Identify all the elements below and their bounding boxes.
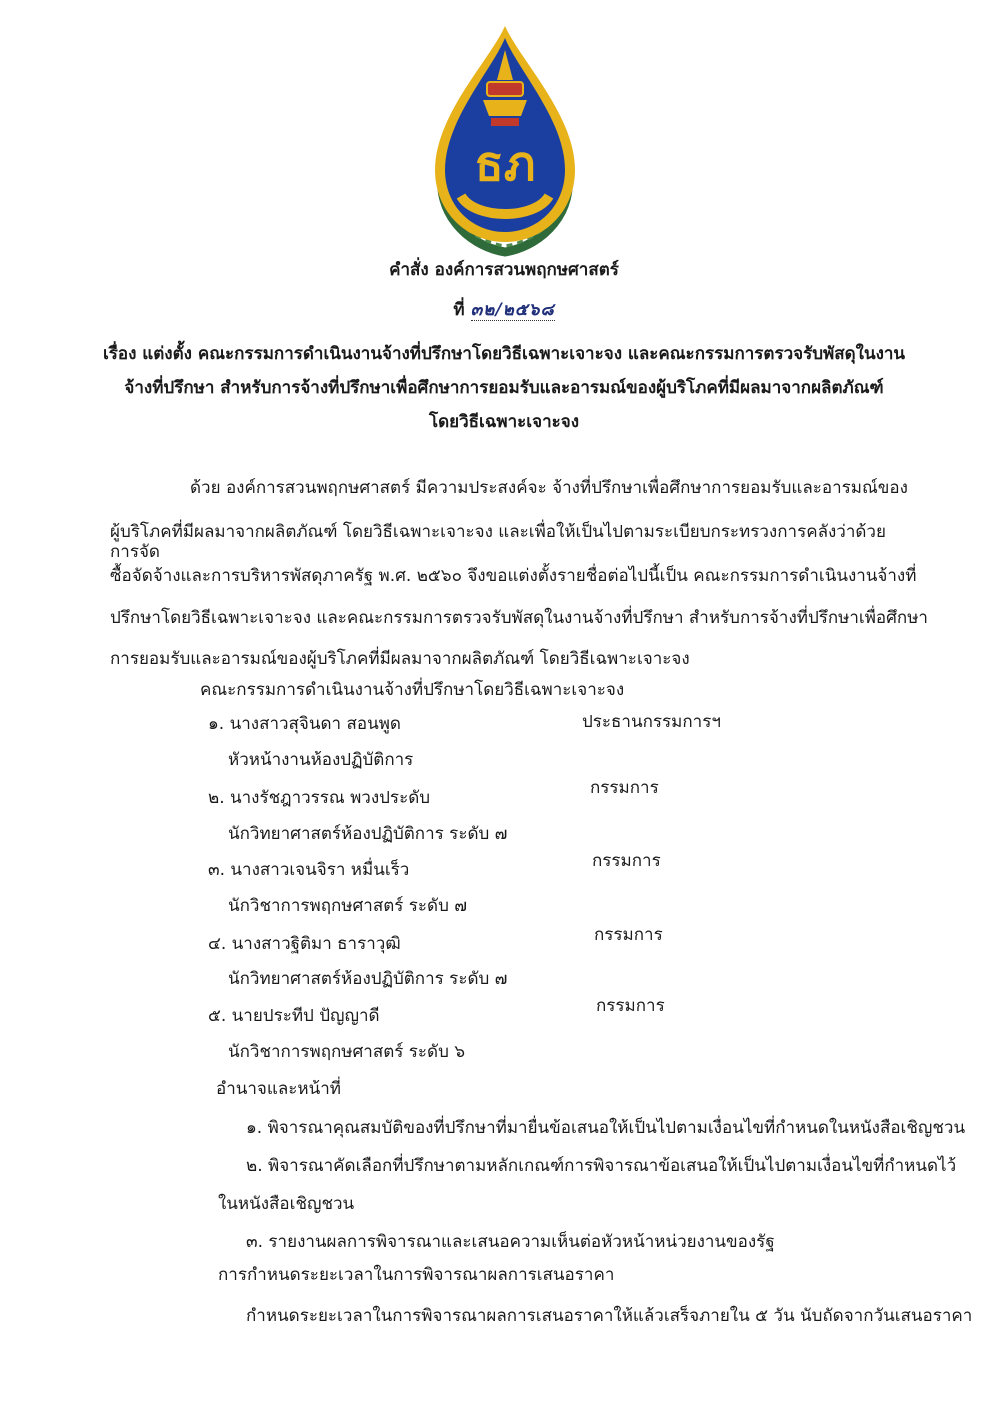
paragraph-line-1: ด้วย องค์การสวนพฤกษศาสตร์ มีความประสงค์จะ จ้างที่ปรึกษาเพื่อศึกษาการยอมรับและอารมณ์ของ	[190, 478, 908, 498]
paragraph-line-4: ปรึกษาโดยวิธีเฉพาะเจาะจง และคณะกรรมการตรวจรับพัสดุในงานจ้างที่ปรึกษา สำหรับการจ้างที่ปรึกษาเพื่อศึกษา	[110, 608, 928, 628]
order-number-line	[0, 300, 1008, 320]
botanical-garden-emblem	[425, 20, 585, 258]
subject-line-2: จ้างที่ปรึกษา สำหรับการจ้างที่ปรึกษาเพื่อศึกษาการยอมรับและอารมณ์ของผู้บริโภคที่มีผลมาจากผลิตภัณฑ์	[124, 378, 884, 398]
duties-heading: อำนาจและหน้าที่	[216, 1079, 341, 1099]
member-1-name: ๑. นางสาวสุจินดา สอนพูด	[208, 714, 401, 734]
member-5-name: ๕. นายประทีป ปัญญาดี	[208, 1006, 380, 1026]
member-5-role: กรรมการ	[596, 996, 665, 1016]
paragraph-line-3: ซื้อจัดจ้างและการบริหารพัสดุภาครัฐ พ.ศ. ๒๕๖๐ จึงขอแต่งตั้งรายชื่อต่อไปนี้เป็น คณะกรรมการดำเนินงานจ้างที่	[110, 566, 917, 586]
order-number-prefix: ที่	[453, 300, 465, 320]
duty-3: ๓. รายงานผลการพิจารณาและเสนอความเห็นต่อหัวหน้าหน่วยงานของรัฐ	[246, 1232, 775, 1252]
member-2-name: ๒. นางรัชฎาวรรณ พวงประดับ	[208, 788, 431, 808]
member-5-position: นักวิชาการพฤกษศาสตร์ ระดับ ๖	[228, 1042, 466, 1062]
timeframe-text: กำหนดระยะเวลาในการพิจารณาผลการเสนอราคาให้แล้วเสร็จภายใน ๕ วัน นับถัดจากวันเสนอราคา	[246, 1306, 973, 1326]
timeframe-heading: การกำหนดระยะเวลาในการพิจารณาผลการเสนอราคา	[218, 1265, 615, 1285]
member-2-role: กรรมการ	[590, 778, 659, 798]
member-3-role: กรรมการ	[592, 851, 661, 871]
member-1-position: หัวหน้างานห้องปฏิบัติการ	[228, 750, 414, 770]
duty-2: ๒. พิจารณาคัดเลือกที่ปรึกษาตามหลักเกณฑ์การพิจารณาข้อเสนอให้เป็นไปตามเงื่อนไขที่กำหนดไว้	[246, 1156, 957, 1176]
subject-line-3: โดยวิธีเฉพาะเจาะจง	[428, 412, 580, 432]
subject-line-1: เรื่อง แต่งตั้ง คณะกรรมการดำเนินงานจ้างที่ปรึกษาโดยวิธีเฉพาะเจาะจง และคณะกรรมการตรวจรับพัสดุในงาน	[102, 344, 906, 364]
member-4-role: กรรมการ	[594, 925, 663, 945]
member-1-role: ประธานกรรมการฯ	[582, 712, 721, 732]
duty-2-continued: ในหนังสือเชิญชวน	[218, 1194, 355, 1214]
member-4-position: นักวิทยาศาสตร์ห้องปฏิบัติการ ระดับ ๗	[228, 969, 508, 989]
order-title: คำสั่ง องค์การสวนพฤกษศาสตร์	[389, 260, 619, 280]
order-number-value: ๓๒/๒๕๖๘	[470, 300, 555, 320]
duty-1: ๑. พิจารณาคุณสมบัติของที่ปรึกษาที่มายื่นข้อเสนอให้เป็นไปตามเงื่อนไขที่กำหนดในหนังสือเชิญชวน	[246, 1118, 966, 1138]
member-4-name: ๔. นางสาวฐิติมา ธาราวุฒิ	[208, 934, 401, 954]
paragraph-line-2: ผู้บริโภคที่มีผลมาจากผลิตภัณฑ์ โดยวิธีเฉพาะเจาะจง และเพื่อให้เป็นไปตามระเบียบกระทรวงการคลังว่าด้วยการจัด	[110, 522, 886, 562]
paragraph-line-5: การยอมรับและอารมณ์ของผู้บริโภคที่มีผลมาจากผลิตภัณฑ์ โดยวิธีเฉพาะเจาะจง	[110, 649, 690, 669]
svg-text:ธภ: ธภ	[474, 136, 536, 192]
member-3-name: ๓. นางสาวเจนจิรา หมื่นเร็ว	[208, 860, 410, 880]
committee-heading: คณะกรรมการดำเนินงานจ้างที่ปรึกษาโดยวิธีเฉพาะเจาะจง	[200, 680, 625, 700]
member-3-position: นักวิชาการพฤกษศาสตร์ ระดับ ๗	[228, 896, 468, 916]
member-2-position: นักวิทยาศาสตร์ห้องปฏิบัติการ ระดับ ๗	[228, 824, 508, 844]
